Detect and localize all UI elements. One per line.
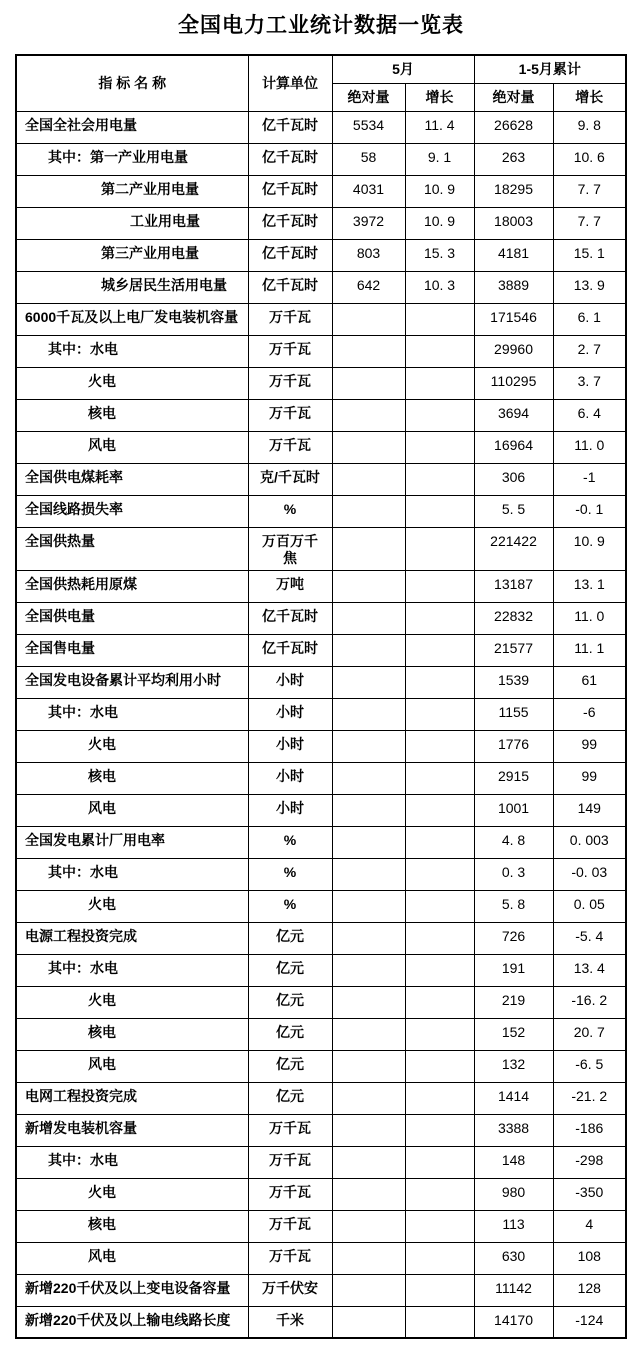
indicator-cell: 其中：水电: [16, 698, 248, 730]
indicator-cell: 火电: [16, 890, 248, 922]
table-row: [16, 1114, 626, 1146]
may-absolute-cell: [332, 463, 405, 495]
table-row: [16, 858, 626, 890]
indicator-cell: 城乡居民生活用电量: [16, 271, 248, 303]
unit-cell: 克/千瓦时: [248, 463, 332, 495]
cumulative-absolute-cell: 13187: [474, 570, 553, 602]
cumulative-growth-cell: 9. 8: [553, 111, 626, 143]
cumulative-growth-cell: 99: [553, 730, 626, 762]
unit-cell: 亿千瓦时: [248, 175, 332, 207]
indicator-cell: 风电: [16, 1242, 248, 1274]
unit-cell: 千米: [248, 1306, 332, 1338]
cumulative-growth-cell: -350: [553, 1178, 626, 1210]
cumulative-growth-cell: 2. 7: [553, 335, 626, 367]
cumulative-growth-cell: -186: [553, 1114, 626, 1146]
cumulative-growth-cell: 0. 003: [553, 826, 626, 858]
cumulative-absolute-cell: 0. 3: [474, 858, 553, 890]
cumulative-growth-cell: 108: [553, 1242, 626, 1274]
indicator-cell: 核电: [16, 399, 248, 431]
table-body: [16, 111, 626, 1338]
indicator-cell: 全国全社会用电量: [16, 111, 248, 143]
may-absolute-cell: [332, 495, 405, 527]
cumulative-absolute-cell: 26628: [474, 111, 553, 143]
header-indicator: 指 标 名 称: [16, 55, 248, 111]
may-absolute-cell: [332, 826, 405, 858]
cumulative-growth-cell: 6. 1: [553, 303, 626, 335]
unit-cell: 亿千瓦时: [248, 271, 332, 303]
cumulative-absolute-cell: 16964: [474, 431, 553, 463]
cumulative-absolute-cell: 263: [474, 143, 553, 175]
indicator-cell: 全国线路损失率: [16, 495, 248, 527]
cumulative-absolute-cell: 14170: [474, 1306, 553, 1338]
indicator-cell: 新增220千伏及以上输电线路长度: [16, 1306, 248, 1338]
indicator-cell: 全国供热耗用原煤: [16, 570, 248, 602]
may-growth-cell: [405, 922, 474, 954]
header-cumulative-absolute: 绝对量: [474, 83, 553, 111]
may-absolute-cell: [332, 1274, 405, 1306]
may-absolute-cell: [332, 1050, 405, 1082]
cumulative-growth-cell: 0. 05: [553, 890, 626, 922]
table-row: [16, 111, 626, 143]
unit-cell: %: [248, 890, 332, 922]
table-header: [16, 55, 626, 111]
table-row: [16, 367, 626, 399]
may-growth-cell: [405, 1018, 474, 1050]
indicator-cell: 全国供热量: [16, 527, 248, 570]
may-growth-cell: [405, 495, 474, 527]
table-row: [16, 335, 626, 367]
unit-cell: 亿元: [248, 1018, 332, 1050]
may-growth-cell: [405, 303, 474, 335]
table-row: [16, 826, 626, 858]
cumulative-absolute-cell: 22832: [474, 602, 553, 634]
unit-cell: 亿千瓦时: [248, 111, 332, 143]
cumulative-absolute-cell: 171546: [474, 303, 553, 335]
may-absolute-cell: [332, 1146, 405, 1178]
indicator-cell: 核电: [16, 1018, 248, 1050]
may-growth-cell: 11. 4: [405, 111, 474, 143]
unit-cell: 万百万千焦: [248, 527, 332, 570]
cumulative-absolute-cell: 1776: [474, 730, 553, 762]
cumulative-growth-cell: 3. 7: [553, 367, 626, 399]
unit-cell: 万千瓦: [248, 335, 332, 367]
unit-cell: %: [248, 826, 332, 858]
indicator-cell: 全国发电累计厂用电率: [16, 826, 248, 858]
may-growth-cell: [405, 890, 474, 922]
indicator-cell: 其中：水电: [16, 335, 248, 367]
may-growth-cell: [405, 367, 474, 399]
may-absolute-cell: [332, 1242, 405, 1274]
cumulative-growth-cell: 13. 9: [553, 271, 626, 303]
table-row: [16, 890, 626, 922]
may-absolute-cell: [332, 730, 405, 762]
indicator-cell: 全国售电量: [16, 634, 248, 666]
may-absolute-cell: [332, 335, 405, 367]
unit-cell: 亿元: [248, 1082, 332, 1114]
may-absolute-cell: [332, 922, 405, 954]
indicator-cell: 风电: [16, 431, 248, 463]
cumulative-growth-cell: -124: [553, 1306, 626, 1338]
table-row: [16, 570, 626, 602]
may-growth-cell: [405, 399, 474, 431]
cumulative-growth-cell: 7. 7: [553, 207, 626, 239]
may-absolute-cell: 803: [332, 239, 405, 271]
cumulative-absolute-cell: 4. 8: [474, 826, 553, 858]
table-row: [16, 1210, 626, 1242]
table-row: [16, 1018, 626, 1050]
cumulative-growth-cell: 13. 4: [553, 954, 626, 986]
may-absolute-cell: [332, 794, 405, 826]
may-growth-cell: [405, 858, 474, 890]
indicator-cell: 全国供电量: [16, 602, 248, 634]
cumulative-growth-cell: 149: [553, 794, 626, 826]
indicator-cell: 全国供电煤耗率: [16, 463, 248, 495]
indicator-cell: 火电: [16, 986, 248, 1018]
cumulative-absolute-cell: 132: [474, 1050, 553, 1082]
header-may-growth: 增长: [405, 83, 474, 111]
may-growth-cell: 10. 3: [405, 271, 474, 303]
cumulative-absolute-cell: 1001: [474, 794, 553, 826]
unit-cell: 亿千瓦时: [248, 143, 332, 175]
table-row: [16, 271, 626, 303]
unit-cell: 万千瓦: [248, 1114, 332, 1146]
may-growth-cell: [405, 794, 474, 826]
table-row: [16, 1082, 626, 1114]
indicator-cell: 工业用电量: [16, 207, 248, 239]
cumulative-growth-cell: -6. 5: [553, 1050, 626, 1082]
cumulative-growth-cell: 99: [553, 762, 626, 794]
may-absolute-cell: [332, 634, 405, 666]
cumulative-absolute-cell: 3694: [474, 399, 553, 431]
header-may: 5月: [332, 55, 474, 83]
cumulative-absolute-cell: 3889: [474, 271, 553, 303]
unit-cell: 小时: [248, 762, 332, 794]
may-growth-cell: [405, 1050, 474, 1082]
unit-cell: 小时: [248, 698, 332, 730]
unit-cell: 万千瓦: [248, 303, 332, 335]
cumulative-absolute-cell: 2915: [474, 762, 553, 794]
cumulative-absolute-cell: 18003: [474, 207, 553, 239]
table-row: [16, 527, 626, 570]
cumulative-growth-cell: 13. 1: [553, 570, 626, 602]
indicator-cell: 全国发电设备累计平均利用小时: [16, 666, 248, 698]
cumulative-growth-cell: 6. 4: [553, 399, 626, 431]
cumulative-absolute-cell: 219: [474, 986, 553, 1018]
cumulative-growth-cell: -21. 2: [553, 1082, 626, 1114]
cumulative-growth-cell: -6: [553, 698, 626, 730]
may-growth-cell: [405, 463, 474, 495]
cumulative-absolute-cell: 148: [474, 1146, 553, 1178]
unit-cell: 万千瓦: [248, 1178, 332, 1210]
table-row: [16, 1050, 626, 1082]
may-absolute-cell: [332, 858, 405, 890]
cumulative-absolute-cell: 29960: [474, 335, 553, 367]
cumulative-growth-cell: 20. 7: [553, 1018, 626, 1050]
table-row: [16, 698, 626, 730]
cumulative-absolute-cell: 113: [474, 1210, 553, 1242]
cumulative-absolute-cell: 152: [474, 1018, 553, 1050]
may-growth-cell: [405, 1210, 474, 1242]
may-growth-cell: [405, 666, 474, 698]
table-row: [16, 666, 626, 698]
may-growth-cell: [405, 730, 474, 762]
cumulative-growth-cell: 10. 6: [553, 143, 626, 175]
may-absolute-cell: [332, 303, 405, 335]
unit-cell: 万千瓦: [248, 1146, 332, 1178]
may-growth-cell: [405, 1146, 474, 1178]
may-growth-cell: 10. 9: [405, 207, 474, 239]
header-cumulative-growth: 增长: [553, 83, 626, 111]
indicator-cell: 核电: [16, 1210, 248, 1242]
indicator-cell: 新增发电装机容量: [16, 1114, 248, 1146]
may-absolute-cell: [332, 986, 405, 1018]
cumulative-absolute-cell: 191: [474, 954, 553, 986]
may-growth-cell: 9. 1: [405, 143, 474, 175]
may-absolute-cell: [332, 1018, 405, 1050]
may-absolute-cell: [332, 1178, 405, 1210]
unit-cell: 亿元: [248, 922, 332, 954]
unit-cell: 亿元: [248, 954, 332, 986]
unit-cell: 小时: [248, 730, 332, 762]
indicator-cell: 第三产业用电量: [16, 239, 248, 271]
cumulative-growth-cell: 11. 0: [553, 602, 626, 634]
table-row: [16, 143, 626, 175]
indicator-cell: 其中：水电: [16, 858, 248, 890]
cumulative-growth-cell: -5. 4: [553, 922, 626, 954]
may-absolute-cell: [332, 1210, 405, 1242]
unit-cell: 万千伏安: [248, 1274, 332, 1306]
unit-cell: 亿千瓦时: [248, 239, 332, 271]
cumulative-growth-cell: 11. 1: [553, 634, 626, 666]
may-growth-cell: [405, 431, 474, 463]
cumulative-growth-cell: 4: [553, 1210, 626, 1242]
cumulative-growth-cell: 10. 9: [553, 527, 626, 570]
may-absolute-cell: 4031: [332, 175, 405, 207]
may-growth-cell: [405, 826, 474, 858]
table-row: [16, 1274, 626, 1306]
table-row: [16, 986, 626, 1018]
unit-cell: 亿千瓦时: [248, 602, 332, 634]
indicator-cell: 电源工程投资完成: [16, 922, 248, 954]
table-row: [16, 239, 626, 271]
unit-cell: %: [248, 495, 332, 527]
cumulative-absolute-cell: 1155: [474, 698, 553, 730]
cumulative-absolute-cell: 630: [474, 1242, 553, 1274]
unit-cell: 亿千瓦时: [248, 207, 332, 239]
cumulative-absolute-cell: 11142: [474, 1274, 553, 1306]
table-row: [16, 1178, 626, 1210]
cumulative-absolute-cell: 18295: [474, 175, 553, 207]
may-absolute-cell: [332, 666, 405, 698]
header-may-absolute: 绝对量: [332, 83, 405, 111]
may-growth-cell: [405, 634, 474, 666]
may-growth-cell: [405, 1242, 474, 1274]
may-absolute-cell: [332, 367, 405, 399]
indicator-cell: 第二产业用电量: [16, 175, 248, 207]
cumulative-growth-cell: 11. 0: [553, 431, 626, 463]
table-row: [16, 303, 626, 335]
may-absolute-cell: [332, 1114, 405, 1146]
statistics-table: [15, 54, 627, 1339]
table-row: [16, 495, 626, 527]
header-cumulative: 1-5月累计: [474, 55, 626, 83]
may-growth-cell: [405, 1178, 474, 1210]
may-absolute-cell: [332, 1082, 405, 1114]
indicator-cell: 风电: [16, 1050, 248, 1082]
table-row: [16, 730, 626, 762]
unit-cell: 万千瓦: [248, 431, 332, 463]
table-row: [16, 762, 626, 794]
unit-cell: 亿元: [248, 986, 332, 1018]
cumulative-growth-cell: 61: [553, 666, 626, 698]
table-row: [16, 463, 626, 495]
unit-cell: 小时: [248, 666, 332, 698]
cumulative-absolute-cell: 221422: [474, 527, 553, 570]
may-absolute-cell: 5534: [332, 111, 405, 143]
unit-cell: 小时: [248, 794, 332, 826]
may-growth-cell: [405, 762, 474, 794]
header-row-top: [16, 55, 626, 83]
may-absolute-cell: [332, 602, 405, 634]
unit-cell: 亿千瓦时: [248, 634, 332, 666]
cumulative-absolute-cell: 5. 5: [474, 495, 553, 527]
may-growth-cell: [405, 1306, 474, 1338]
table-row: [16, 954, 626, 986]
cumulative-absolute-cell: 21577: [474, 634, 553, 666]
may-growth-cell: [405, 1114, 474, 1146]
indicator-cell: 其中：水电: [16, 954, 248, 986]
may-absolute-cell: 3972: [332, 207, 405, 239]
table-row: [16, 602, 626, 634]
table-row: [16, 207, 626, 239]
may-growth-cell: [405, 954, 474, 986]
may-growth-cell: [405, 1082, 474, 1114]
unit-cell: %: [248, 858, 332, 890]
unit-cell: 万千瓦: [248, 1242, 332, 1274]
cumulative-growth-cell: -0. 03: [553, 858, 626, 890]
may-growth-cell: [405, 335, 474, 367]
cumulative-absolute-cell: 306: [474, 463, 553, 495]
may-absolute-cell: [332, 527, 405, 570]
indicator-cell: 风电: [16, 794, 248, 826]
cumulative-absolute-cell: 1414: [474, 1082, 553, 1114]
may-absolute-cell: [332, 570, 405, 602]
unit-cell: 万千瓦: [248, 399, 332, 431]
cumulative-growth-cell: 128: [553, 1274, 626, 1306]
indicator-cell: 核电: [16, 762, 248, 794]
table-row: [16, 1242, 626, 1274]
cumulative-absolute-cell: 726: [474, 922, 553, 954]
cumulative-absolute-cell: 980: [474, 1178, 553, 1210]
cumulative-growth-cell: -298: [553, 1146, 626, 1178]
cumulative-growth-cell: 15. 1: [553, 239, 626, 271]
indicator-cell: 6000千瓦及以上电厂发电装机容量: [16, 303, 248, 335]
table-row: [16, 1306, 626, 1338]
cumulative-absolute-cell: 110295: [474, 367, 553, 399]
may-absolute-cell: 642: [332, 271, 405, 303]
indicator-cell: 其中：第一产业用电量: [16, 143, 248, 175]
table-row: [16, 1146, 626, 1178]
may-growth-cell: [405, 570, 474, 602]
unit-cell: 万吨: [248, 570, 332, 602]
indicator-cell: 电网工程投资完成: [16, 1082, 248, 1114]
may-growth-cell: [405, 527, 474, 570]
indicator-cell: 新增220千伏及以上变电设备容量: [16, 1274, 248, 1306]
may-growth-cell: [405, 602, 474, 634]
may-growth-cell: [405, 986, 474, 1018]
may-absolute-cell: [332, 890, 405, 922]
table-row: [16, 175, 626, 207]
table-row: [16, 794, 626, 826]
unit-cell: 万千瓦: [248, 1210, 332, 1242]
table-row: [16, 399, 626, 431]
page-title: 全国电力工业统计数据一览表: [178, 14, 464, 37]
table-row: [16, 922, 626, 954]
may-absolute-cell: [332, 431, 405, 463]
table-row: [16, 634, 626, 666]
cumulative-growth-cell: -0. 1: [553, 495, 626, 527]
may-absolute-cell: [332, 1306, 405, 1338]
may-absolute-cell: [332, 698, 405, 730]
may-absolute-cell: [332, 954, 405, 986]
may-growth-cell: [405, 1274, 474, 1306]
unit-cell: 亿元: [248, 1050, 332, 1082]
may-absolute-cell: [332, 399, 405, 431]
cumulative-absolute-cell: 5. 8: [474, 890, 553, 922]
table-row: [16, 431, 626, 463]
may-growth-cell: 15. 3: [405, 239, 474, 271]
header-unit: 计算单位: [248, 55, 332, 111]
cumulative-absolute-cell: 4181: [474, 239, 553, 271]
may-absolute-cell: 58: [332, 143, 405, 175]
cumulative-absolute-cell: 1539: [474, 666, 553, 698]
cumulative-growth-cell: 7. 7: [553, 175, 626, 207]
cumulative-absolute-cell: 3388: [474, 1114, 553, 1146]
indicator-cell: 火电: [16, 730, 248, 762]
cumulative-growth-cell: -16. 2: [553, 986, 626, 1018]
indicator-cell: 其中：水电: [16, 1146, 248, 1178]
unit-cell: 万千瓦: [248, 367, 332, 399]
cumulative-growth-cell: -1: [553, 463, 626, 495]
may-growth-cell: 10. 9: [405, 175, 474, 207]
indicator-cell: 火电: [16, 367, 248, 399]
may-absolute-cell: [332, 762, 405, 794]
indicator-cell: 火电: [16, 1178, 248, 1210]
may-growth-cell: [405, 698, 474, 730]
